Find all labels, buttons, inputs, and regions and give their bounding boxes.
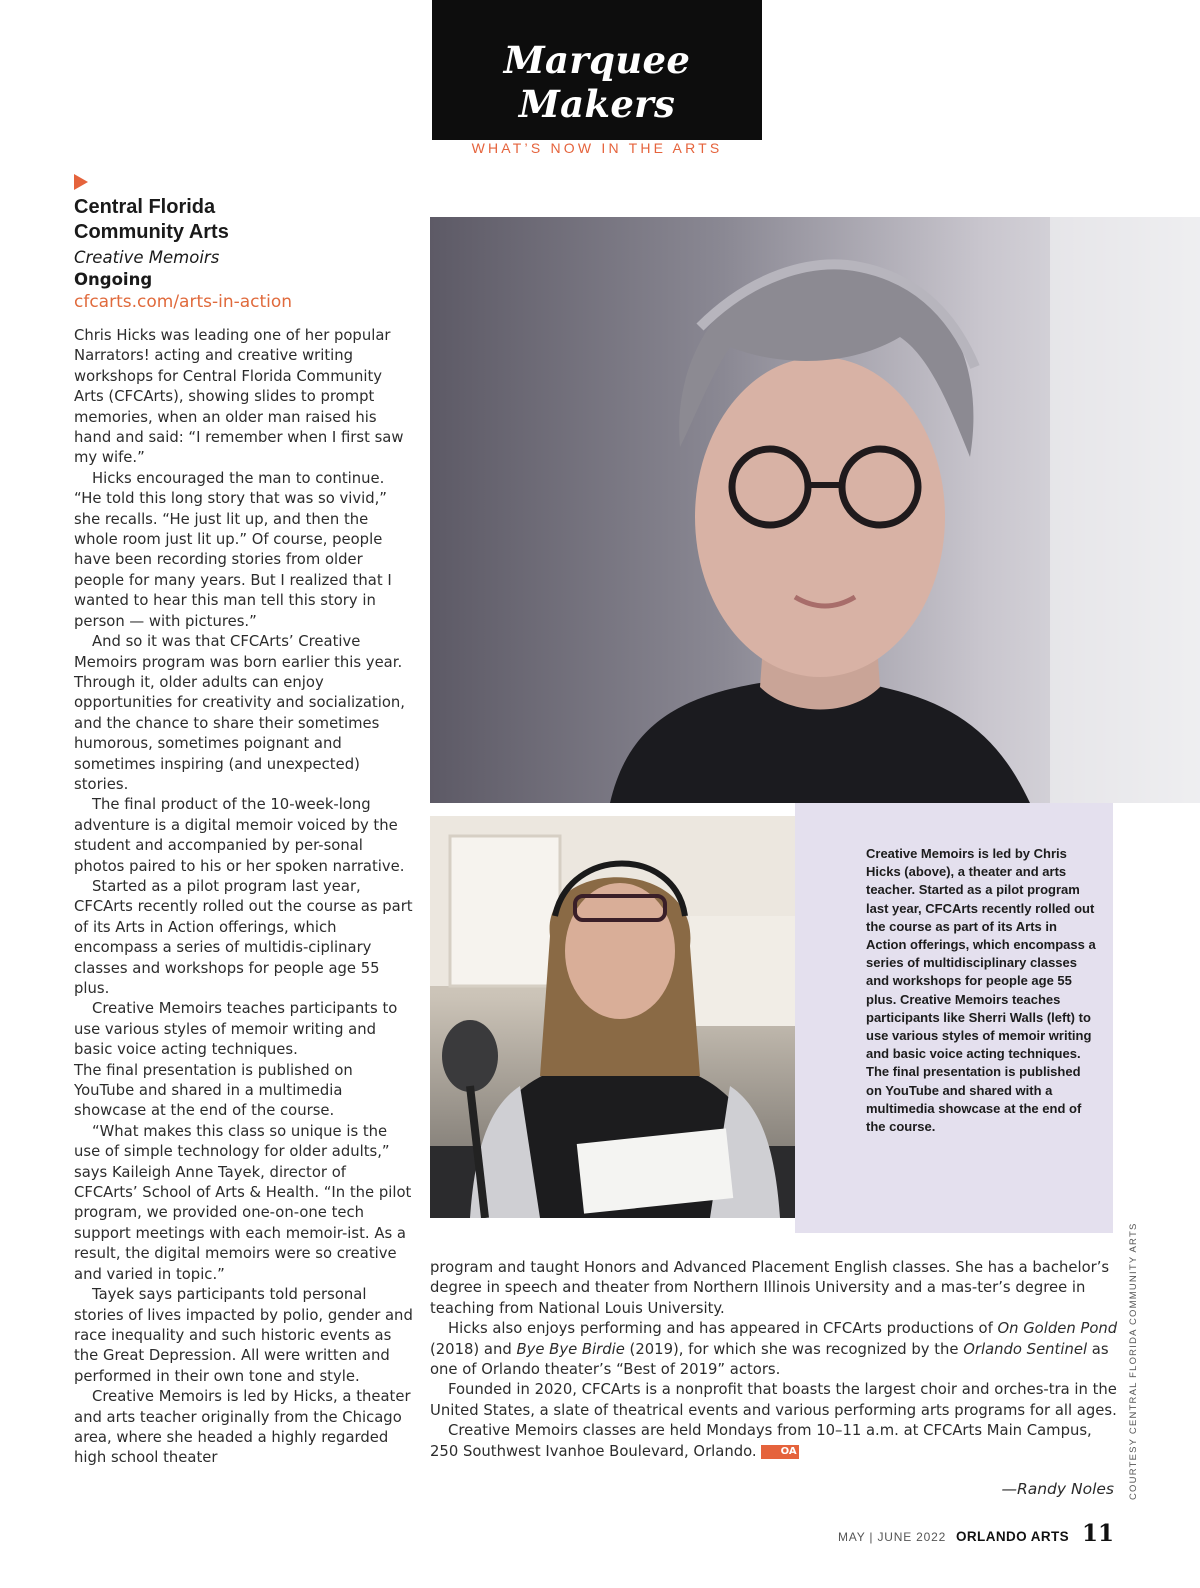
byline: —Randy Noles — [1001, 1480, 1114, 1498]
article-paragraph: The final product of the 10-week-long adventure is a digital memoir voiced by the student and accompanied by per-sonal photos paired to his or her spoken narrative. — [74, 796, 405, 875]
article-paragraph: Started as a pilot program last year, CFCArts recently rolled out the course as part of its Arts in Action offerings, which encompass a series of multidis-ciplinary classes and workshops for people age 55 plus. — [74, 877, 413, 997]
end-mark-badge: OA — [761, 1445, 799, 1459]
org-name-line1: Central Florida — [74, 196, 216, 218]
section-title: Marquee Makers — [503, 38, 691, 126]
article-column-left — [74, 326, 414, 1469]
website-link[interactable]: cfcarts.com/arts-in-action — [74, 292, 293, 312]
article-paragraph: Creative Memoirs is led by Hicks, a theater and arts teacher originally from the Chicago area, where she headed a highly regarded high school theater — [74, 1388, 411, 1467]
article-paragraph: Tayek says participants told personal stories of lives impacted by polio, gender and race inequality and such historic events as the Great Depression. All were written and performed in their own tone and style. — [74, 1286, 413, 1385]
article-paragraph: Hicks encouraged the man to continue. “He told this long story that was so vivid,” she recalls. “He just lit up, and then the whole room just lit up.” Of course, people have been recording stories from older people for many years. But I realized that I wanted to hear this man tell this story in person — with pictures.” — [74, 469, 392, 630]
article-paragraph: “What makes this class so unique is the use of simple technology for older adults,” says Kaileigh Anne Tayek, director of CFCArts’ School of Arts & Health. “In the pilot program, we provided one-on-one tech support meetings with each memoir-ist. As a result, the digital memoirs were so creative and varied in topic.” — [74, 1122, 412, 1283]
photo-caption: Creative Memoirs is led by Chris Hicks (above), a theater and arts teacher. Started as a pilot program last year, CFCArts recently rolled out the course as part of its Arts in Action offerings, which encompass a series of multidisciplinary classes and workshops for people age 55 plus. Creative Memoirs teaches participants like Sherri Walls (left) to use various styles of memoir writing and basic voice acting techniques. The final presentation is published on YouTube and shared with a multimedia showcase at the end of the course. — [866, 846, 1096, 1135]
title-on-golden-pond: On Golden Pond — [997, 1320, 1118, 1338]
article-paragraph: Creative Memoirs teaches participants to use various styles of memoir writing and basic voice acting techniques. — [74, 1000, 398, 1059]
article-paragraph: Chris Hicks was leading one of her popular Narrators! acting and creative writing workshops for Central Florida Community Arts (CFCArts), showing slides to prompt memories, when an older man raised his hand and said: “I remember when I first saw my wife.” — [74, 327, 404, 467]
page-number: 11 — [1082, 1520, 1115, 1547]
page-footer — [820, 1520, 1116, 1550]
photo-credit: COURTESY CENTRAL FLORIDA COMMUNITY ARTS — [1128, 1222, 1139, 1500]
photo-sherri-walls — [430, 816, 834, 1218]
portrait-illustration — [430, 217, 1200, 803]
article-paragraph: Creative Memoirs classes are held Mondays from 10–11 a.m. at CFCArts Main Campus, 250 Southwest Ivanhoe Boulevard, Orlando. OA — [430, 1422, 1092, 1460]
article-paragraph: And so it was that CFCArts’ Creative Memoirs program was born earlier this year. Through it, older adults can enjoy opportunities for creativity and socialization, and the chance to share their sometimes humorous, sometimes poignant and sometimes inspiring (and unexpected) stories. — [74, 633, 405, 793]
article-column-right — [430, 1258, 1120, 1462]
play-arrow-icon — [74, 174, 88, 190]
schedule: Ongoing — [74, 270, 153, 289]
portrait-photo-chris-hicks — [430, 217, 1200, 803]
article-paragraph: Founded in 2020, CFCArts is a nonprofit that boasts the largest choir and orches-tra in the United States, a slate of theatrical events and various performing arts programs for all ages. — [430, 1381, 1117, 1419]
program-name: Creative Memoirs — [74, 248, 220, 267]
title-orlando-sentinel: Orlando Sentinel — [963, 1340, 1088, 1358]
title-bye-bye-birdie: Bye Bye Birdie — [516, 1340, 625, 1358]
section-banner — [432, 0, 762, 156]
issue-date: MAY | JUNE 2022 — [838, 1530, 947, 1544]
magazine-name: ORLANDO ARTS — [956, 1529, 1070, 1544]
section-subtitle: WHAT’S NOW IN THE ARTS — [471, 140, 723, 156]
article-paragraph: program and taught Honors and Advanced Placement English classes. She has a bachelor’s degree in speech and theater from Northern Illinois University and a mas-ter’s degree in teaching from National Louis University. — [430, 1259, 1110, 1317]
listing-header — [74, 195, 414, 312]
article-paragraph: Hicks also enjoys performing and has appeared in CFCArts productions of On Golden Pond (2018) and Bye Bye Birdie (2019), for which she was recognized by the Orlando Sentinel as one of Orlando theater’s “Best of 2019” actors. — [430, 1320, 1118, 1379]
recording-illustration — [430, 816, 834, 1218]
org-name-line2: Community Arts — [74, 221, 229, 243]
article-paragraph: The final presentation is published on YouTube and shared in a multimedia showcase at the end of the course. — [74, 1061, 353, 1120]
